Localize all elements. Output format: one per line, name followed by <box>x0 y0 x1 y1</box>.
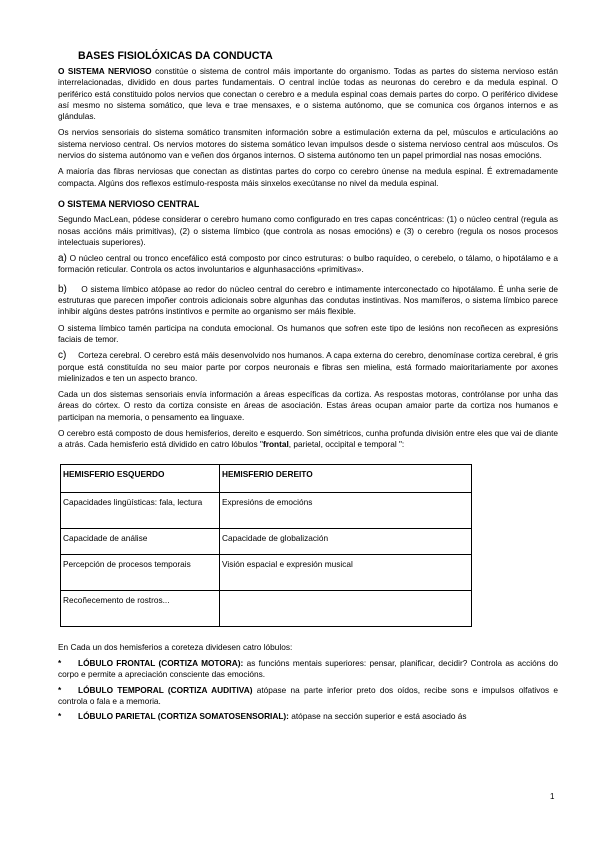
section-heading: O SISTEMA NERVIOSO CENTRAL <box>58 198 200 209</box>
table-cell: Percepción de procesos temporais <box>61 554 220 590</box>
table-row <box>61 492 472 528</box>
document-page <box>58 50 558 726</box>
table-cell <box>220 590 472 626</box>
table-header-row <box>61 464 472 492</box>
table-cell: Visión espacial e expresión musical <box>220 554 472 590</box>
paragraph-nervios-sensoriais: Os nervios sensoriais do sistema somático transmiten información sobre a estimulación externa da pel, músculos e articulacións ao sistema nervioso central. Os nervios motores do sistema somático levan impulsos desde o sistema nervioso central aos músculos. Os nervios do sistema autónomo van e veñen dos órganos internos. O sistema autónomo ten un papel primordial nas nosas emocións. <box>58 127 558 161</box>
hemispheres-table <box>60 464 472 627</box>
table-header-cell: HEMISFERIO ESQUERDO <box>61 464 220 492</box>
paragraph-limbico-emocional: O sistema límbico tamén participa na conduta emocional. Os humanos que sofren este tipo de lesións non recoñecen as expresións faciais de temor. <box>58 322 558 344</box>
table-cell: Capacidade de análise <box>61 528 220 554</box>
table-cell: Expresións de emocións <box>220 492 472 528</box>
bullet-star: * <box>58 684 62 695</box>
paragraph-hemisferios: O cerebro está composto de dous hemisferios, dereito e esquerdo. Son simétricos, cunha profunda división entre eles que vai de diante a atrás. Cada hemisferio está dividido en catro lóbulos "frontal, parietal, occipital e temporal ": <box>58 428 558 450</box>
table-row <box>61 554 472 590</box>
paragraph-sistemas-sensoriais: Cada un dos sistemas sensoriais envía información a áreas específicas da cortiza. As respostas motoras, contrólanse por unha das áreas do córtex. O resto da cortiza consiste en áreas de asociación. Estas áreas ocupan amaior parte da cortiza nos humanos e participan na memoria, o pensamento ea linguaxe. <box>58 389 558 422</box>
list-item-lobulo-frontal: * LÓBULO FRONTAL (CORTIZA MOTORA): as funcións mentais superiores: pensar, planificar, decidir? Controla as accións do corpo e permite a apreciación consciente das emocións. <box>58 657 559 680</box>
paragraph-medula-espinal: A maioría das fibras nerviosas que conectan as distintas partes do corpo co cerebro únense na medula espinal. É extremadamente compacta. Algúns dos reflexos estímulo-resposta máis sinxelos execútanse no nivel da medula espinal. <box>58 166 558 188</box>
paragraph-maclean: Segundo MacLean, pódese considerar o cerebro humano como configurado en tres capas concéntricas: (1) o núcleo central (regula as nosas accións máis primitivas), (2) o sistema límbico (que controla as nosas emocións) e (3) o cerebro (regula os nosos procesos intelectuais superiores). <box>58 214 558 247</box>
table-cell: Recoñecemento de rostros... <box>61 590 220 626</box>
table-row <box>61 590 472 626</box>
paragraph-a: a) O núcleo central ou tronco encefálico está composto por cinco estruturas: o bulbo raquídeo, o cerebelo, o tálamo, o hipotálamo e a formación reticular. Controla os actos involuntarios e algunhasaccións «primitivas». <box>58 253 558 275</box>
paragraph-c: c) Corteza cerebral. O cerebro está máis desenvolvido nos humanos. A capa externa do cerebro, denomínase cortiza cerebral, é gris porque está constituída no seu maior parte por corpos neuronais e fibras sen mielina, está formado maioritariamente por axones mielinizados e ten un aspecto branco. <box>58 350 558 383</box>
page-title: BASES FISIOLÓXICAS DA CONDUCTA <box>78 50 273 62</box>
table-header-cell: HEMISFERIO DEREITO <box>220 464 472 492</box>
table-cell: Capacidades lingüísticas: fala, lectura <box>61 492 220 528</box>
list-item-lobulo-parietal: * LÓBULO PARIETAL (CORTIZA SOMATOSENSORIAL): atópase na sección superior e está asociado ás <box>58 711 467 722</box>
page-number: 1 <box>550 792 555 801</box>
paragraph-sistema-nervioso: O SISTEMA NERVIOSO constitúe o sistema de control máis importante do organismo. Todas as partes do sistema nervioso están interrelacionadas, dividido en dous partes fundamentais. O central inclúe todas as neuronas do cerebro e da medula espinal. O periférico está constituido polos nervios que conectan o cerebro e a medula espinal coas demais partes do corpo. O periférico dividese así mesmo no sistema somático, que leva e trae mensaxes, e o sistema autónomo, que se comunica cos órganos internos e as glándulas. <box>58 66 558 122</box>
list-item-lobulo-temporal: * LÓBULO TEMPORAL (CORTIZA AUDITIVA) atópase na parte inferior preto dos oídos, recibe sons e impulsos olfativos e controla o fala e a memoria. <box>58 684 558 706</box>
paragraph-b: b) O sistema límbico atópase ao redor do núcleo central do cerebro e intimamente interconectado co hipotálamo. É unha serie de estruturas que parecen impoñer controis adicionais sobre algunhas das condutas instintivas. Nos mamíferos, o sistema límbico parece inhibir algúns destes patróns instintivos e permite ao organismo ser máis flexible. <box>58 283 558 317</box>
paragraph-lobulos-intro: En Cada un dos hemisferios a coreteza dividesen catro lóbulos: <box>58 641 293 652</box>
table-row <box>61 528 472 554</box>
lead-term: O SISTEMA NERVIOSO <box>58 66 152 76</box>
bullet-star: * <box>58 711 62 722</box>
bullet-star: * <box>58 657 62 668</box>
table-cell: Capacidade de globalización <box>220 528 472 554</box>
